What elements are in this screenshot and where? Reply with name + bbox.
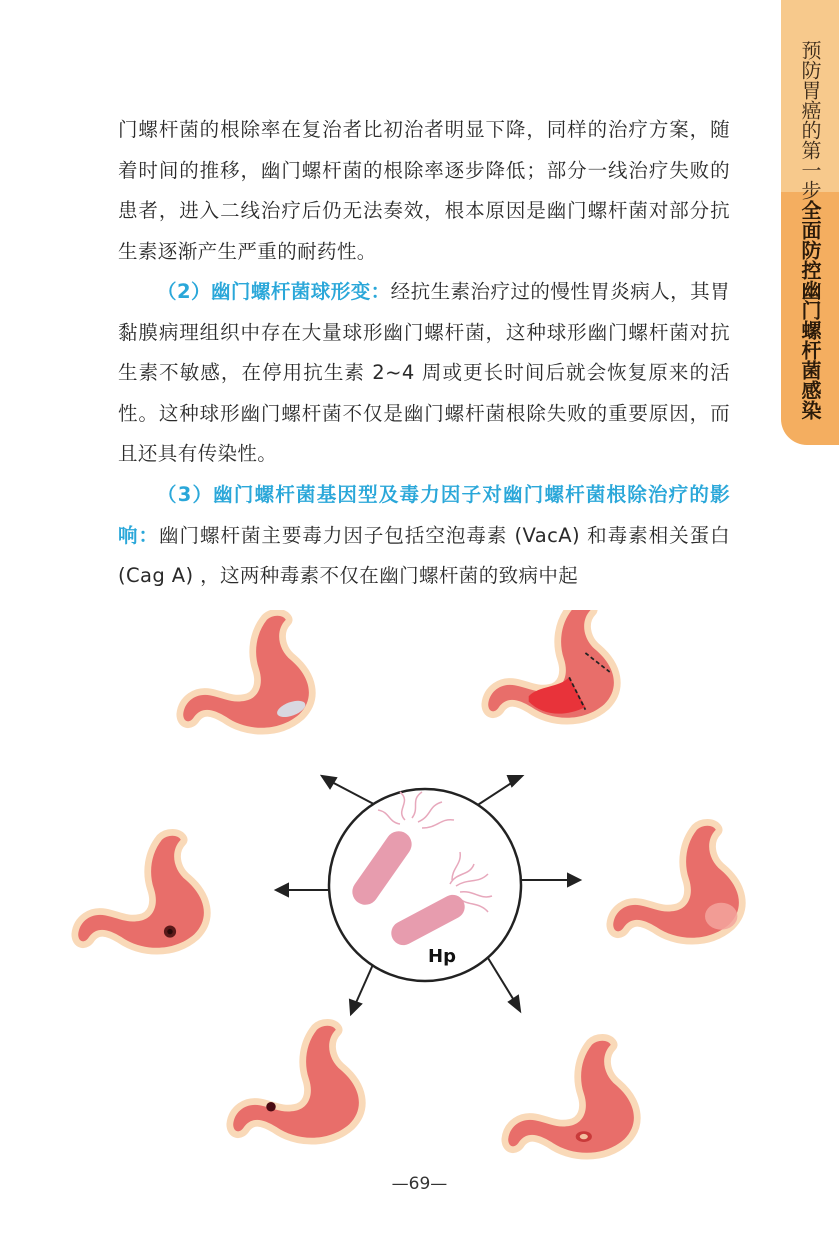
chapter-side-tab [781,0,839,445]
paragraph-1-text: 门螺杆菌的根除率在复治者比初治者明显下降，同样的治疗方案，随着时间的推移，幽门螺杆菌的根除率逐步降低；部分一线治疗失败的患者，进入二线治疗后仍无法奏效，根本原因是幽门螺杆菌对部分抗生素逐渐产生严重的耐药性。 [118,118,730,263]
hp-label: Hp [428,946,456,967]
chapter-title: 全面防控幽门螺杆菌感染 [798,200,822,420]
stomach-cancer [488,610,614,718]
stomach-bleeding [233,1026,359,1138]
stomach-gastric-ulcer [508,1041,634,1153]
stomach-erosion [183,616,309,728]
paragraph-1 [118,110,730,272]
paragraph-3-body: 幽门螺杆菌主要毒力因子包括空泡毒素 (VacA) 和毒素相关蛋白 (Cag A) ，这两种毒素不仅在幽门螺杆菌的致病中起 [118,523,730,587]
stomach-ulcer [78,836,204,948]
paragraph-2-body: 经抗生素治疗过的慢性胃炎病人，其胃黏膜病理组织中存在大量球形幽门螺杆菌，这种球形幽门螺杆菌对抗生素不敏感，在停用抗生素 2~4 周或更长时间后就会恢复原来的活性。这种球形幽门螺杆菌不仅是幽门螺杆菌根除失败的重要原因，而且还具有传染性。 [118,280,730,465]
paragraph-3-heading: （3）幽门螺杆菌基因型及毒力因子对幽门螺杆菌根除治疗的影响： [118,483,730,547]
page-number: —69— [391,1174,448,1194]
paragraph-2-heading: （2）幽门螺杆菌球形变： [157,280,391,303]
stomach-atrophy [613,826,739,938]
paragraph-3 [118,475,730,597]
book-title: 预防胃癌的第一步 [798,40,822,200]
paragraph-2 [118,272,730,475]
hp-illustration [60,610,780,1170]
